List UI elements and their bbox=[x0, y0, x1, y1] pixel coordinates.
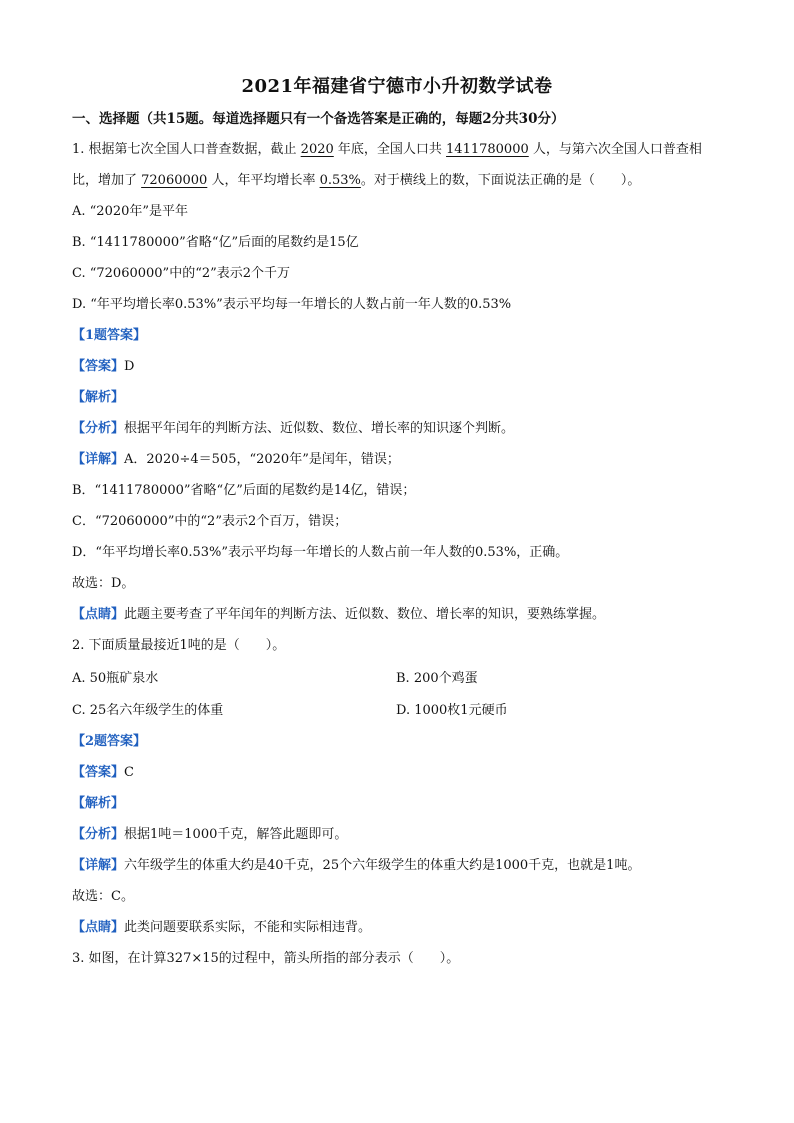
q1-stem-text: 人，与第六次全国人口普查相 bbox=[528, 142, 702, 157]
q2-stem: 2. 下面质量最接近1吨的是（ ）。 bbox=[72, 638, 286, 653]
page-title: 2021年福建省宁德市小升初数学试卷 bbox=[241, 76, 553, 97]
q1-underlined-population: 1411780000 bbox=[446, 142, 529, 157]
answer-value: D bbox=[124, 359, 135, 374]
q1-analysis-tag: 【解析】 bbox=[72, 390, 125, 405]
q2-answer bbox=[72, 764, 134, 782]
q2-xiangjie bbox=[72, 857, 640, 875]
q2-option-c: C. 25名六年级学生的体重 bbox=[72, 703, 224, 718]
fenxi-label: 【分析】 bbox=[72, 421, 125, 436]
q1-detail-d: D．“年平均增长率0.53%”表示平均每一年增长的人数占前一年人数的0.53%，正确。 bbox=[72, 545, 569, 560]
q1-stem-text: 1. 根据第七次全国人口普查数据，截止 bbox=[72, 142, 301, 157]
q2-choose: 故选：C。 bbox=[72, 889, 134, 904]
q1-option-c: C. “72060000”中的“2”表示2个千万 bbox=[72, 266, 291, 281]
xiangjie-text: 六年级学生的体重大约是40千克，25个六年级学生的体重大约是1000千克，也就是1吨。 bbox=[124, 858, 641, 873]
q2-answer-tag: 【2题答案】 bbox=[72, 734, 147, 749]
q1-stem-line2 bbox=[72, 172, 640, 190]
q1-option-d: D. “年平均增长率0.53%”表示平均每一年增长的人数占前一年人数的0.53% bbox=[72, 297, 512, 312]
q2-option-d: D. 1000枚1元硬币 bbox=[396, 703, 508, 718]
q1-detail-c: C．“72060000”中的“2”表示2个百万，错误； bbox=[72, 514, 348, 529]
q1-stem-line1 bbox=[72, 141, 702, 159]
xiangjie-label: 【详解】 bbox=[72, 452, 125, 467]
xiangjie-text: A．2020÷4＝505，“2020年”是闰年，错误； bbox=[124, 452, 400, 467]
q1-underlined-rate: 0.53% bbox=[319, 173, 361, 188]
q1-stem-text: 。对于横线上的数，下面说法正确的是（ ）。 bbox=[360, 173, 641, 188]
q1-stem-text: 人，年平均增长率 bbox=[207, 173, 320, 188]
xiangjie-label: 【详解】 bbox=[72, 858, 125, 873]
q2-option-a: A. 50瓶矿泉水 bbox=[72, 671, 159, 686]
dianjing-text: 此题主要考查了平年闰年的判断方法、近似数、数位、增长率的知识，要熟练掌握。 bbox=[124, 607, 606, 622]
q3-stem: 3. 如图，在计算327×15的过程中，箭头所指的部分表示（ ）。 bbox=[72, 951, 460, 966]
q1-dianjing bbox=[72, 606, 605, 624]
q1-choose: 故选：D。 bbox=[72, 576, 135, 591]
q1-answer bbox=[72, 358, 134, 376]
q1-answer-tag: 【1题答案】 bbox=[72, 328, 147, 343]
q1-option-a: A. “2020年”是平年 bbox=[72, 204, 189, 219]
q1-fenxi bbox=[72, 420, 514, 438]
fenxi-label: 【分析】 bbox=[72, 827, 125, 842]
dianjing-label: 【点睛】 bbox=[72, 920, 125, 935]
section-heading: 一、选择题（共15题。每道选择题只有一个备选答案是正确的，每题2分共30分） bbox=[72, 111, 565, 127]
q2-fenxi bbox=[72, 826, 347, 844]
q1-underlined-year: 2020 bbox=[300, 142, 334, 157]
answer-label: 【答案】 bbox=[72, 765, 125, 780]
answer-label: 【答案】 bbox=[72, 359, 125, 374]
dianjing-text: 此类问题要联系实际，不能和实际相违背。 bbox=[124, 920, 372, 935]
dianjing-label: 【点睛】 bbox=[72, 607, 125, 622]
q2-analysis-tag: 【解析】 bbox=[72, 796, 125, 811]
q1-detail-b: B．“1411780000”省略“亿”后面的尾数约是14亿，错误； bbox=[72, 483, 416, 498]
q1-xiangjie bbox=[72, 451, 400, 469]
fenxi-text: 根据1吨＝1000千克，解答此题即可。 bbox=[124, 827, 348, 842]
q1-stem-text: 年底，全国人口共 bbox=[333, 142, 447, 157]
q2-option-b: B. 200个鸡蛋 bbox=[396, 671, 478, 686]
q1-option-b: B. “1411780000”省略“亿”后面的尾数约是15亿 bbox=[72, 235, 359, 250]
answer-value: C bbox=[124, 765, 134, 780]
q2-dianjing bbox=[72, 919, 371, 937]
q1-underlined-increase: 72060000 bbox=[141, 173, 208, 188]
q1-stem-text: 比，增加了 bbox=[72, 173, 142, 188]
fenxi-text: 根据平年闰年的判断方法、近似数、数位、增长率的知识逐个判断。 bbox=[124, 421, 515, 436]
